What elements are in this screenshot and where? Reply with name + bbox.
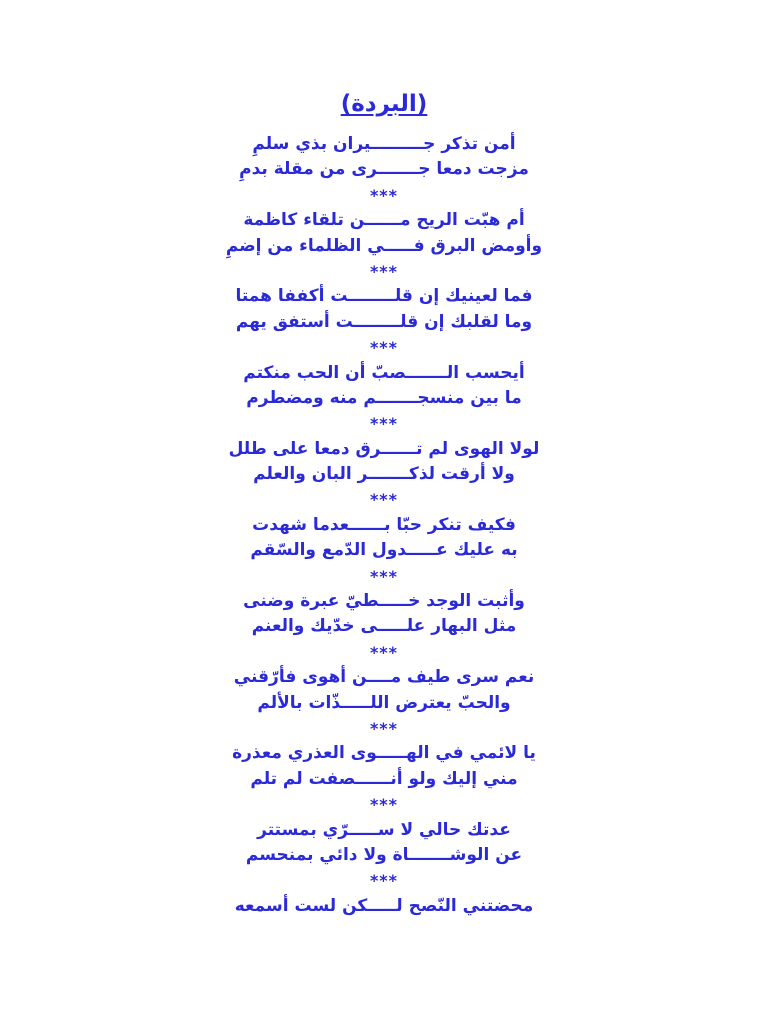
- verse-line: نعم سرى طيف مــــن أهوى فأرّقني: [233, 667, 535, 688]
- verse-line: فما لعينيك إن قلــــــــت أكففا همتا: [235, 286, 533, 307]
- poem-body: [0, 132, 768, 919]
- verse-line: وأومض البرق فـــــي الظلماء من إضمِ: [225, 235, 543, 256]
- stanza-separator: ***: [369, 185, 399, 205]
- verse-line: أمن تذكر جـــــــــيران بذي سلمِ: [252, 134, 516, 154]
- stanza-separator: ***: [369, 261, 399, 281]
- poem-title: (البردة): [340, 91, 428, 117]
- stanza-separator: ***: [369, 414, 399, 434]
- verse-line: ما بين منسجـــــــم منه ومضطرم: [246, 387, 522, 408]
- verse-line: فكيف تنكر حبّا بــــــعدما شهدت: [252, 514, 516, 535]
- verse-line: عدتك حالي لا ســـــرّي بمستتر: [257, 819, 511, 840]
- verse-line: وأثبت الوجد خـــــطيّ عبرة وضنى: [243, 591, 525, 612]
- stanza-separator: ***: [369, 795, 399, 815]
- verse-line: محضتني النّصح لـــــكن لست أسمعه: [234, 895, 534, 916]
- verse-line: مني إليك ولو أنــــــصفت لم تلم: [250, 768, 518, 789]
- stanza-separator: ***: [369, 718, 399, 738]
- verse-line: أيحسب الـــــــصبّ أن الحب منكتم: [243, 362, 525, 383]
- verse-line: به عليك عـــــدول الدّمع والسّقم: [250, 540, 518, 561]
- verse-line: عن الوشـــــــاة ولا دائي بمنحسم: [245, 844, 523, 865]
- verse-line: مثل البهار علـــــى خدّيك والعنم: [251, 616, 517, 637]
- stanza-separator: ***: [369, 338, 399, 358]
- verse-line: ولا أرقت لذكـــــــر البان والعلم: [253, 464, 515, 485]
- verse-line: أم هبّت الريح مــــــن تلقاء كاظمة: [243, 210, 525, 231]
- verse-line: والحبّ يعترض اللـــــذّات بالألم: [257, 692, 511, 713]
- verse-line: مزجت دمعا جـــــــرى من مقلة بدمِ: [239, 159, 529, 180]
- verse-line: وما لقلبك إن قلــــــــت أستفق يهم: [235, 311, 533, 332]
- stanza-separator: ***: [369, 566, 399, 586]
- verse-line: يا لائمي في الهـــــوى العذري معذرة: [232, 743, 536, 764]
- verse-line: لولا الهوى لم تــــــرق دمعا على طلل: [228, 438, 540, 459]
- stanza-separator: ***: [369, 490, 399, 510]
- stanza-separator: ***: [369, 871, 399, 891]
- stanza-separator: ***: [369, 642, 399, 662]
